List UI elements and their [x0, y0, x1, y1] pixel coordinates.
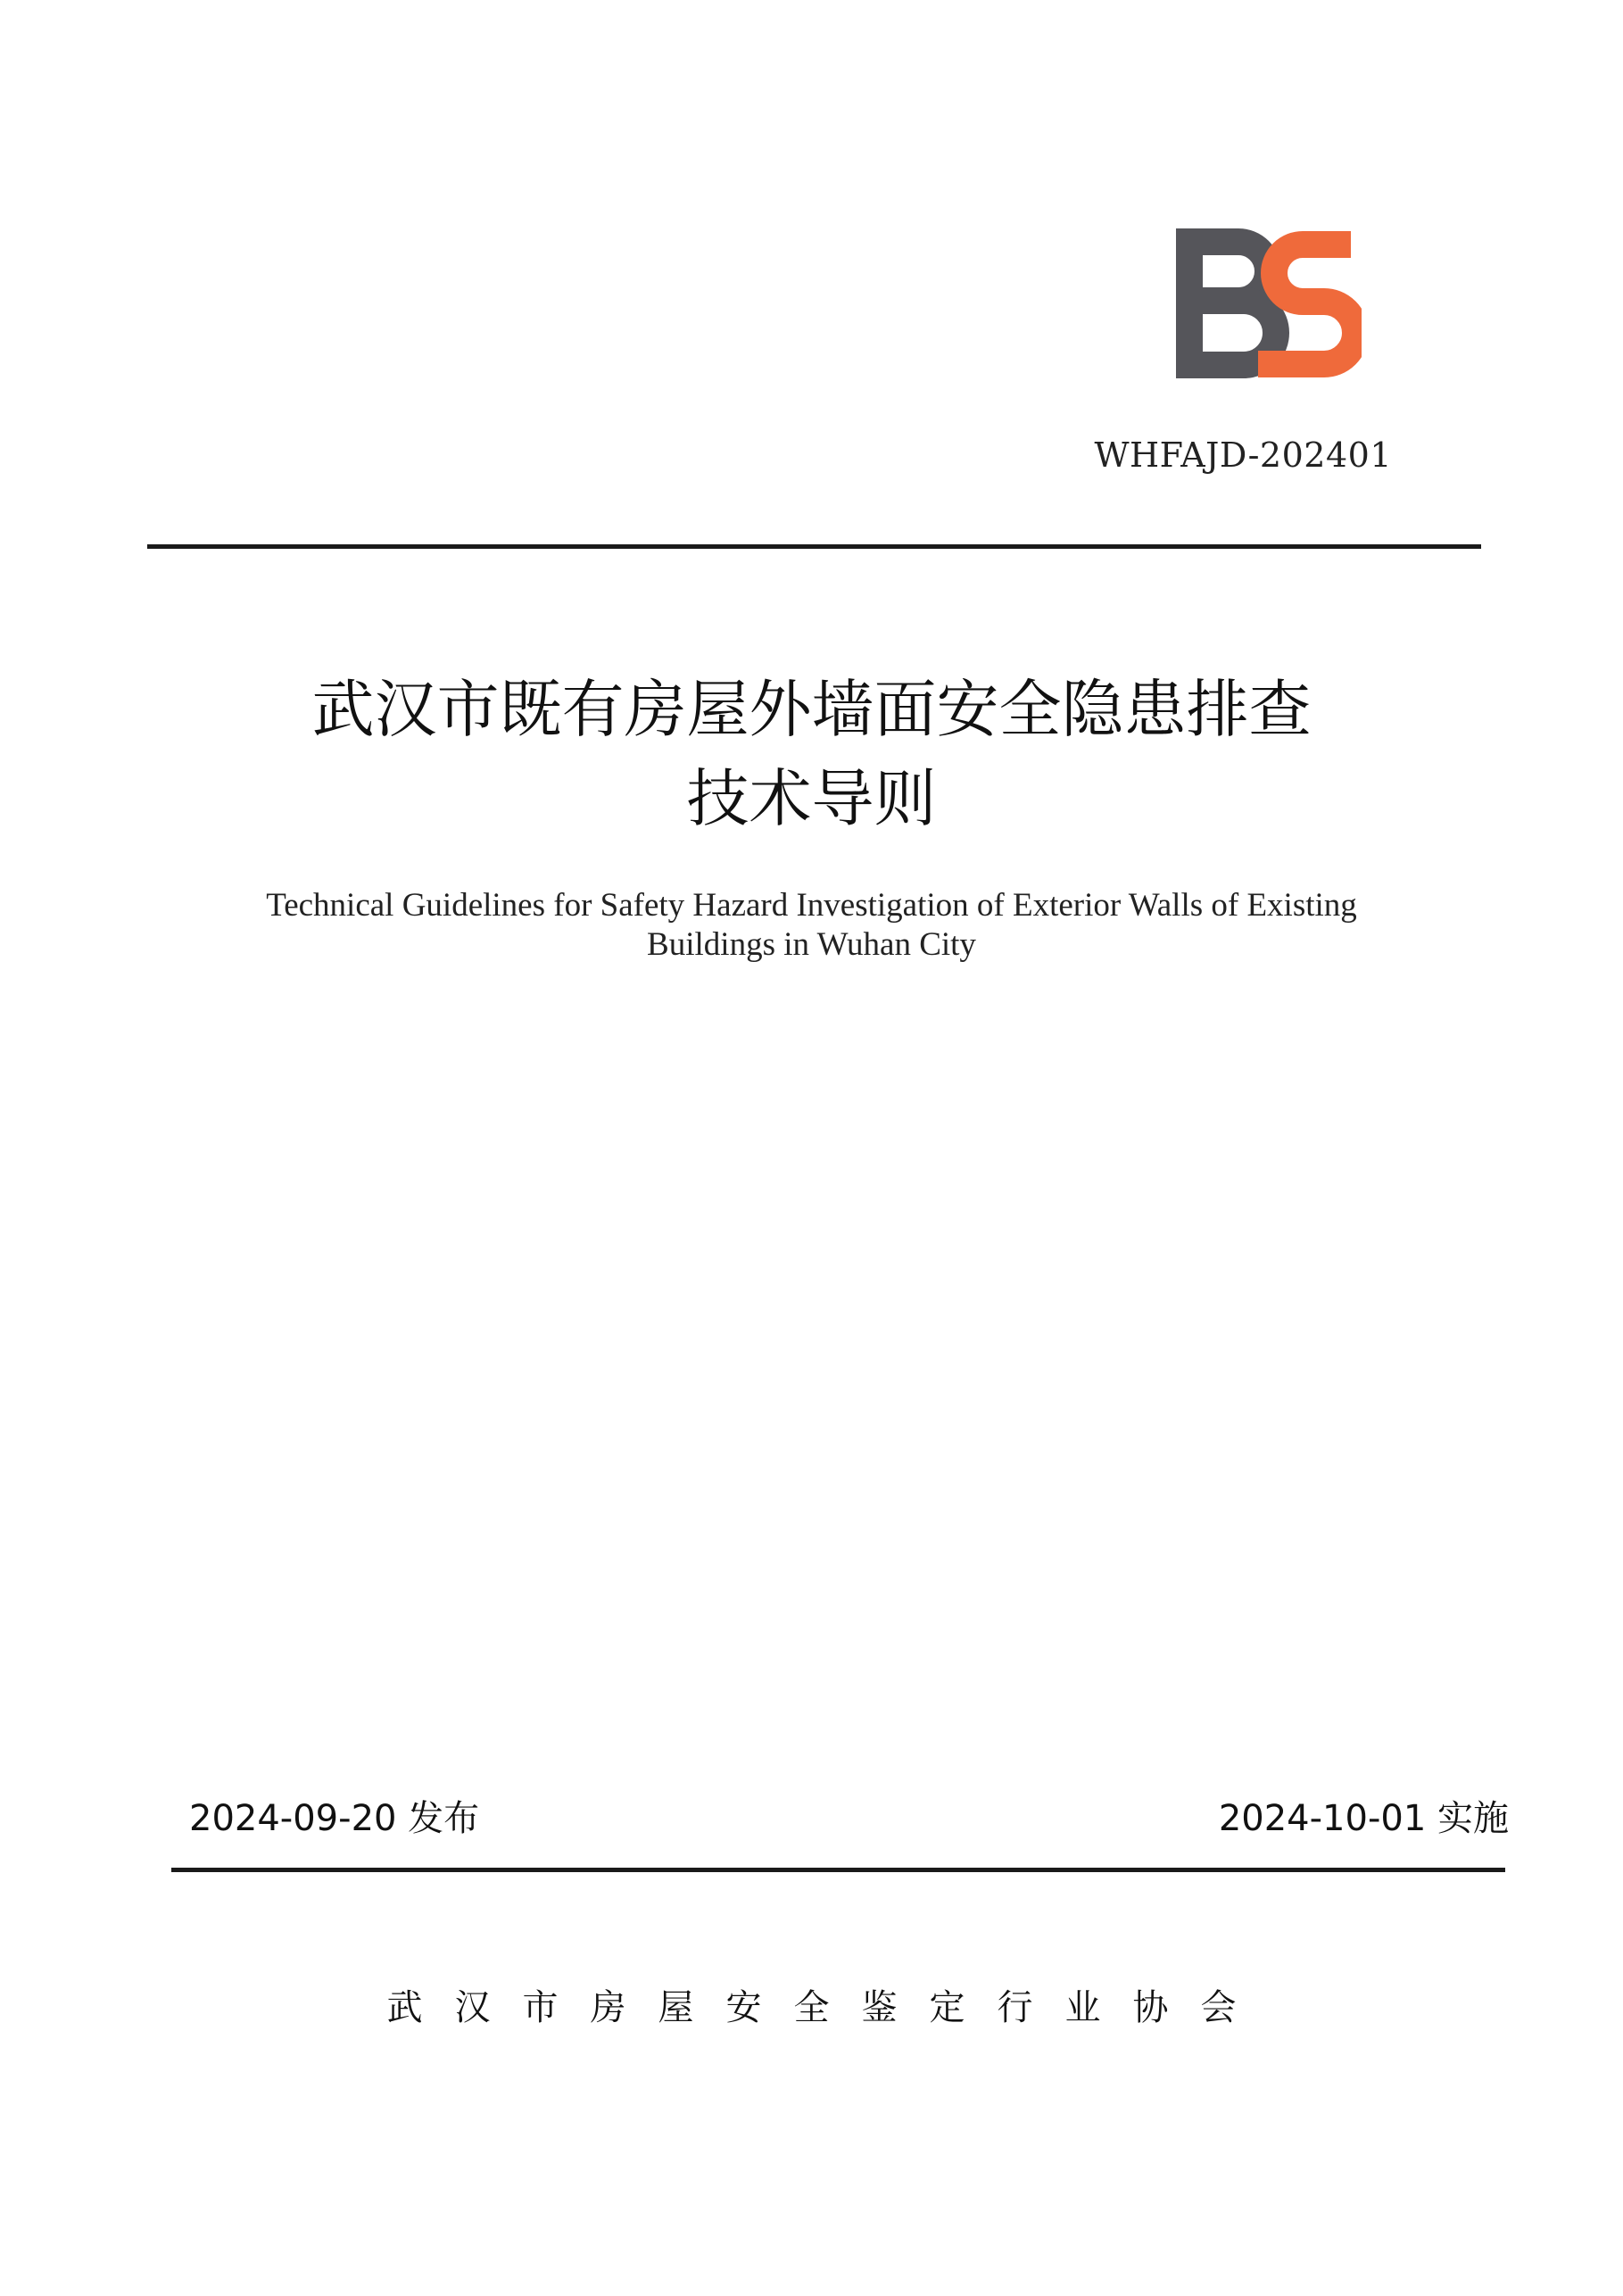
document-title-zh	[0, 665, 1623, 843]
document-title-en	[0, 886, 1623, 965]
standard-code: WHFAJD-202401	[1094, 435, 1392, 475]
issuing-organization: 武汉市房屋安全鉴定行业协会	[386, 1987, 1269, 2028]
effective-date: 2024-10-01 实施	[1218, 1798, 1509, 1839]
bottom-divider	[171, 1868, 1505, 1872]
title-en-line-2: Buildings in Wuhan City	[647, 926, 976, 963]
title-zh-line-1: 武汉市既有房屋外墙面安全隐患排查	[311, 673, 1312, 746]
top-divider	[147, 544, 1481, 549]
title-zh-line-2: 技术导则	[686, 762, 937, 835]
title-en-line-1: Technical Guidelines for Safety Hazard Investigation of Exterior Walls of Existing	[266, 887, 1357, 924]
bs-logo	[1176, 225, 1362, 382]
publish-date: 2024-09-20 发布	[189, 1798, 480, 1839]
